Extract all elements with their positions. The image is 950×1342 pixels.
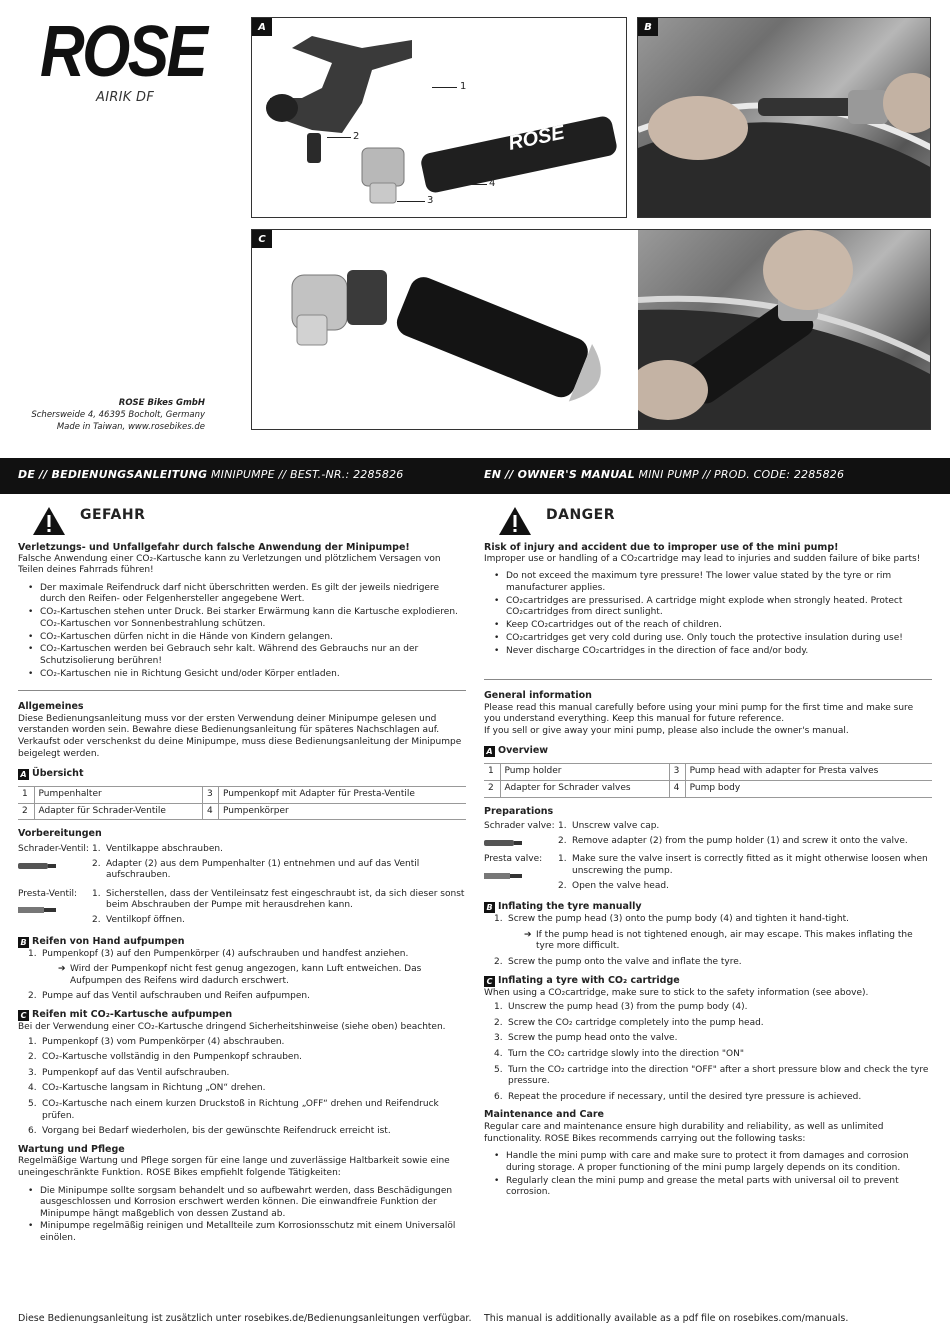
warning-triangle-icon	[32, 506, 66, 536]
step-text: Pumpenkopf (3) auf den Pumpenkörper (4) aufschrauben und handfest anziehen.	[42, 948, 409, 959]
table-cell: Pumpenkopf mit Adapter für Presta-Ventile	[218, 787, 466, 804]
prep-step: Open the valve head.	[572, 880, 669, 891]
co2-label-en: Inflating a tyre with CO₂ cartridge	[498, 974, 680, 986]
column-en	[484, 500, 932, 1200]
prep-presta-label-de: Presta-Ventil:	[18, 888, 78, 899]
step-text: Screw the CO₂ cartridge completely into the pump head.	[508, 1017, 764, 1028]
overview-badge-de: A	[18, 769, 29, 780]
divider	[18, 690, 466, 691]
co2-steps-de: 1. Pumpenkopf (3) vom Pumpenkörper (4) abschrauben. 2. CO₂-Kartusche vollständig in den Pumpenkopf schrauben. 3. Pumpenkopf auf das Ventil aufschrauben. 4. CO₂-Kartusche langsam in Richtung „ON“ drehen. 5. CO₂-Kartusche nach einem kurzen Druckstoß in Richtung „OFF“ drehen und Reifendruck prüfen. 6. Vorgang bei Bedarf wiederholen, bis der gewünschte Reifendruck erreicht ist.	[18, 1037, 466, 1138]
footer-en: This manual is additionally available as a pdf file on rosebikes.com/manuals.	[484, 1313, 849, 1324]
table-cell: 1	[18, 787, 34, 804]
step-text: Screw the pump onto the valve and inflate the tyre.	[508, 957, 742, 967]
prep-step: Make sure the valve insert is correctly fitted as it might otherwise loosen when unscrewing the pump.	[572, 854, 928, 877]
step-text: Vorgang bei Bedarf wiederholen, bis der gewünschte Reifendruck erreicht ist.	[42, 1126, 391, 1137]
overview-badge-en: A	[484, 746, 495, 757]
co2-title-en	[484, 975, 932, 987]
list-item: • Never discharge CO₂cartridges in the direction of face and/or body.	[506, 646, 932, 658]
manual-title-de	[18, 936, 466, 948]
divider	[484, 679, 932, 680]
model-name: AIRIK DF	[96, 90, 155, 105]
co2-steps-en: 1. Unscrew the pump head (3) from the pump body (4). 2. Screw the CO₂ cartridge completely into the pump head. 3. Screw the pump head onto the valve. 4. Turn the CO₂ cartridge slowly into the direction "ON" 5. Turn the CO₂ cartridge into the direction "OFF" after a short pressure blow and check the tyre pressure. 6. Repeat the procedure if necessary, until the desired tyre pressure is achieved.	[484, 1002, 932, 1103]
warning-header-en	[484, 500, 932, 538]
prep-schrader-label-de: Schrader-Ventil:	[18, 844, 89, 855]
step-text: Pumpenkopf (3) vom Pumpenkörper (4) abschrauben.	[42, 1036, 285, 1047]
rose-logo: ROSE	[40, 12, 206, 92]
schrader-valve-icon	[18, 862, 56, 869]
prep-step: Ventilkopf öffnen.	[106, 915, 185, 925]
co2-label-de: Reifen mit CO₂-Kartusche aufpumpen	[32, 1008, 233, 1020]
table-row	[484, 764, 932, 781]
presta-valve-icon	[484, 872, 522, 879]
overview-title-en	[484, 745, 932, 757]
holder-clamp-shape	[266, 94, 298, 122]
step-text: CO₂-Kartusche nach einem kurzen Druckstoß in Richtung „OFF“ drehen und Reifendruck prüfen.	[42, 1098, 439, 1121]
table-cell: Pumpenhalter	[34, 787, 202, 804]
step-text: Turn the CO₂ cartridge slowly into the direction "ON"	[508, 1048, 744, 1059]
pump-head-shape	[362, 148, 404, 186]
maint-list-en	[484, 1151, 932, 1199]
company-made: Made in Taiwan, www.rosebikes.de	[56, 422, 205, 432]
manual-note-en: If the pump head is not tightened enough, air may escape. This makes inflating the tyre more difficult.	[536, 929, 913, 952]
step-text: Screw the pump head onto the valve.	[508, 1033, 678, 1044]
presta-valve-icon	[18, 906, 56, 913]
maint-text-de: Regelmäßige Wartung und Pflege sorgen für eine lange und zuverlässige Haltbarkeit sowie eine uneingeschränkte Funktion. ROSE Bikes empfiehlt folgende Tätigkeiten:	[18, 1156, 450, 1178]
panel-a-overview-illustration	[251, 17, 627, 218]
list-item: • Minipumpe regelmäßig reinigen und Metallteile zum Korrosionsschutz mit einem Universalöl einölen.	[40, 1221, 466, 1244]
co2-badge-de: C	[18, 1010, 29, 1021]
manual-label-en: Inflating the tyre manually	[498, 901, 642, 913]
callout-1: 1	[460, 81, 467, 92]
step-text: Pumpenkopf auf das Ventil aufschrauben.	[42, 1067, 230, 1078]
warning-title-de: GEFAHR	[80, 507, 146, 523]
overview-table-en	[484, 763, 932, 797]
panel-b-photo	[637, 17, 931, 218]
overview-label-de: Übersicht	[32, 768, 84, 780]
prep-presta-de: Presta-Ventil: 1. Sicherstellen, dass der Ventileinsatz fest eingeschraubt ist, da sich dieser sonst beim Abschrauben der Pumpe mit herausdrehen kann. 2. Ventilkopf öffnen.	[18, 888, 465, 925]
prep-presta-en: Presta valve: 1. Make sure the valve insert is correctly fitted as it might otherwise loosen when unscrewing the pump. 2. Open the valve head.	[484, 854, 932, 895]
table-cell: Pump head with adapter for Presta valves	[685, 764, 932, 781]
table-cell: Pump body	[685, 781, 932, 798]
prep-schrader-en: Schrader valve: 1. Unscrew valve cap. 2. Remove adapter (2) from the pump holder (1) and screw it onto the valve.	[484, 821, 908, 846]
manual-steps-en: 1. Screw the pump head (3) onto the pump body (4) and tighten it hand-tight. ➔ If the pump head is not tightened enough, air may escape. This makes inflating the tyre more difficult. 2. Screw the pump onto the valve and inflate the tyre.	[484, 914, 932, 968]
schrader-valve-icon	[484, 839, 522, 846]
prep-step: Sicherstellen, dass der Ventileinsatz fest eingeschraubt ist, da sich dieser sonst beim Abschrauben der Pumpe mit herausdrehen kann.	[106, 888, 465, 911]
co2-badge-en: C	[484, 976, 495, 987]
panel-a-label: A	[252, 18, 272, 36]
table-cell: 2	[18, 803, 34, 820]
warning-header-de	[18, 500, 466, 538]
pump-parts-illustration	[252, 18, 627, 218]
company-info	[20, 397, 205, 433]
callout-3: 3	[427, 195, 434, 206]
warning-list-de	[18, 583, 466, 681]
header-en	[484, 468, 844, 481]
company-address: Schersweide 4, 46395 Bocholt, Germany	[31, 410, 205, 420]
co2-title-de	[18, 1009, 466, 1021]
panel-b-label: B	[638, 18, 658, 36]
table-cell: 4	[202, 803, 218, 820]
table-row	[484, 781, 932, 798]
warning-subtitle-en: Risk of injury and accident due to improper use of the mini pump!	[484, 542, 839, 553]
column-de	[18, 500, 466, 1246]
warning-subtitle-de: Verletzungs- und Unfallgefahr durch falsche Anwendung der Minipumpe!	[18, 542, 410, 553]
panel-c-co2-illustration	[251, 229, 931, 430]
prep-step: Unscrew valve cap.	[572, 821, 660, 832]
schrader-adapter-shape	[307, 133, 321, 163]
maint-list-de	[18, 1186, 466, 1245]
step-text: Unscrew the pump head (3) from the pump body (4).	[508, 1002, 748, 1013]
manual-steps-de: 1. Pumpenkopf (3) auf den Pumpenkörper (4) aufschrauben und handfest anziehen. ➔ Wird der Pumpenkopf nicht fest genug angezogen, kann Luft entweichen. Das Aufpumpen des Reifens wird dadurch erschwert. 2. Pumpe auf das Ventil aufschrauben und Reifen aufpumpen.	[18, 949, 466, 1003]
general-text-en: Please read this manual carefully before using your mini pump for the first time and make sure you understand everything. Keep this manual for future reference. If you sell or give away your mini pump, please also include the owner's manual.	[484, 702, 914, 736]
table-row	[18, 787, 466, 804]
manual-note-de: Wird der Pumpenkopf nicht fest genug angezogen, kann Luft entweichen. Das Aufpumpen des Reifens wird dadurch erschwert.	[70, 964, 422, 986]
pump-body-shape	[419, 115, 618, 195]
list-item: • Keep CO₂cartridges out of the reach of children.	[506, 620, 932, 632]
panel-c-label: C	[252, 230, 272, 248]
warning-list-en	[484, 571, 932, 657]
co2-intro-de: Bei der Verwendung einer CO₂-Kartusche dringend Sicherheitshinweise (siehe oben) beachten.	[18, 1021, 446, 1032]
table-cell: 3	[669, 764, 685, 781]
general-title-de: Allgemeines	[18, 701, 84, 713]
table-cell: Pumpenkörper	[218, 803, 466, 820]
list-item: • CO₂-Kartuschen werden bei Gebrauch sehr kalt. Während des Gebrauchs nur an der Schutzisolierung berühren!	[40, 644, 466, 667]
table-row	[18, 803, 466, 820]
table-cell: Pump holder	[500, 764, 669, 781]
list-item: • CO₂-Kartuschen nie in Richtung Gesicht und/oder Körper entladen.	[40, 669, 466, 681]
footer-de: Diese Bedienungsanleitung ist zusätzlich unter rosebikes.de/Bedienungsanleitungen verfügbar.	[18, 1313, 472, 1324]
list-item: • Der maximale Reifendruck darf nicht überschritten werden. Es gilt der jeweils niedrigere durch den Reifen- oder Felgenhersteller angegebene Wert.	[40, 583, 466, 606]
maint-text-en: Regular care and maintenance ensure high durability and reliability, as well as unlimited functionality. ROSE Bikes recommends carrying out the following tasks:	[484, 1121, 884, 1144]
co2-intro-en: When using a CO₂cartridge, make sure to stick to the safety information (see above).	[484, 987, 869, 998]
prep-step: Adapter (2) aus dem Pumpenhalter (1) entnehmen und auf das Ventil aufschrauben.	[106, 858, 420, 881]
step-text: Pumpe auf das Ventil aufschrauben und Reifen aufpumpen.	[42, 991, 310, 1002]
manual-badge-de: B	[18, 937, 29, 948]
warning-intro-en: Improper use or handling of a CO₂cartridge may lead to injuries and sudden failure of bike parts!	[484, 553, 921, 564]
list-item: • CO₂-Kartuschen stehen unter Druck. Bei starker Erwärmung kann die Kartusche explodieren. CO₂-Kartuschen vor Sonnenbestrahlung schützen.	[40, 607, 466, 630]
step-text: CO₂-Kartusche langsam in Richtung „ON“ drehen.	[42, 1083, 266, 1094]
step-text: Turn the CO₂ cartridge into the direction "OFF" after a short pressure blow and check the tyre pressure.	[508, 1064, 929, 1087]
company-name: ROSE Bikes GmbH	[118, 398, 205, 408]
prep-title-de: Vorbereitungen	[18, 828, 102, 840]
prep-title-en: Preparations	[484, 805, 554, 817]
list-item: • Die Minipumpe sollte sorgsam behandelt und so aufbewahrt werden, dass Beschädigungen ausgeschlossen und Korrosion erschwert werden können. Die einwandfreie Funktion der Minipumpe hängt maßgeblich von dessen Zustand ab.	[40, 1186, 466, 1221]
general-text-de: Diese Bedienungsanleitung muss vor der ersten Verwendung deiner Minipumpe gelesen und verstanden worden sein. Bewahre diese Bedienungsanleitung für späteres Nachschlagen auf. Verkaufst oder verschenkst du deine Minipumpe, muss diese Bedienungsanleitung der Minipumpe beigelegt werden.	[18, 713, 462, 759]
prep-step: Ventilkappe abschrauben.	[106, 844, 223, 855]
photo-inflating-co2	[638, 230, 930, 429]
prep-presta-label-en: Presta valve:	[484, 854, 543, 865]
header-de-rest: MINIPUMPE // BEST.-NR.: 2285826	[207, 468, 404, 481]
list-item: • Handle the mini pump with care and make sure to protect it from damages and corrosion during storage. A proper functioning of the mini pump largely depends on its condition.	[506, 1151, 932, 1174]
header-en-rest: MINI PUMP // PROD. CODE: 2285826	[634, 468, 845, 481]
table-cell: 2	[484, 781, 500, 798]
manual-title-en	[484, 901, 932, 913]
prep-schrader-de: Schrader-Ventil: 1. Ventilkappe abschrauben. 2. Adapter (2) aus dem Pumpenhalter (1) entnehmen und auf das Ventil aufschrauben.	[18, 844, 466, 885]
prep-schrader-label-en: Schrader valve:	[484, 821, 555, 832]
warning-triangle-icon	[498, 506, 532, 536]
step-text: Repeat the procedure if necessary, until the desired tyre pressure is achieved.	[508, 1091, 862, 1102]
general-title-en: General information	[484, 690, 592, 702]
manual-label-de: Reifen von Hand aufpumpen	[32, 935, 185, 947]
prep-step: Remove adapter (2) from the pump holder (1) and screw it onto the valve.	[572, 835, 908, 846]
overview-table-de	[18, 786, 466, 820]
list-item: • CO₂cartridges get very cold during use. Only touch the protective insulation during use!	[506, 633, 932, 645]
list-item: • Do not exceed the maximum tyre pressure! The lower value stated by the tyre or rim manufacturer applies.	[506, 571, 932, 594]
pump-body-logo: ROSE	[506, 121, 567, 155]
list-item: • CO₂cartridges are pressurised. A cartridge might explode when strongly heated. Protect CO₂cartridges from direct sunlight.	[506, 596, 932, 619]
overview-label-en: Overview	[498, 745, 549, 757]
table-cell: 4	[669, 781, 685, 798]
photo-inflating-manually	[638, 18, 930, 217]
maint-title-de: Wartung und Pflege	[18, 1143, 125, 1155]
step-text: Screw the pump head (3) onto the pump body (4) and tighten it hand-tight.	[508, 914, 849, 925]
warning-intro-de: Falsche Anwendung einer CO₂-Kartusche kann zu Verletzungen und plötzlichem Versagen von Teilen deines Fahrrads führen!	[18, 553, 441, 576]
table-cell: 3	[202, 787, 218, 804]
warning-title-en: DANGER	[546, 507, 616, 523]
header-en-bold: EN // OWNER'S MANUAL	[484, 468, 635, 481]
manual-badge-en: B	[484, 902, 495, 913]
header-de-bold: DE // BEDIENUNGSANLEITUNG	[18, 468, 208, 481]
table-cell: Adapter für Schrader-Ventile	[34, 803, 202, 820]
language-header-bar	[0, 458, 950, 494]
co2-cartridge-illustration	[252, 230, 638, 430]
callout-2: 2	[353, 131, 360, 142]
step-text: CO₂-Kartusche vollständig in den Pumpenkopf schrauben.	[42, 1052, 303, 1063]
overview-title-de	[18, 768, 466, 780]
list-item: • Regularly clean the mini pump and grease the metal parts with universal oil to prevent corrosion.	[506, 1176, 932, 1199]
maint-title-en: Maintenance and Care	[484, 1109, 604, 1121]
table-cell: Adapter for Schrader valves	[500, 781, 669, 798]
callout-4: 4	[489, 178, 496, 189]
header-de	[18, 468, 403, 481]
table-cell: 1	[484, 764, 500, 781]
list-item: • CO₂-Kartuschen dürfen nicht in die Hände von Kindern gelangen.	[40, 632, 466, 644]
